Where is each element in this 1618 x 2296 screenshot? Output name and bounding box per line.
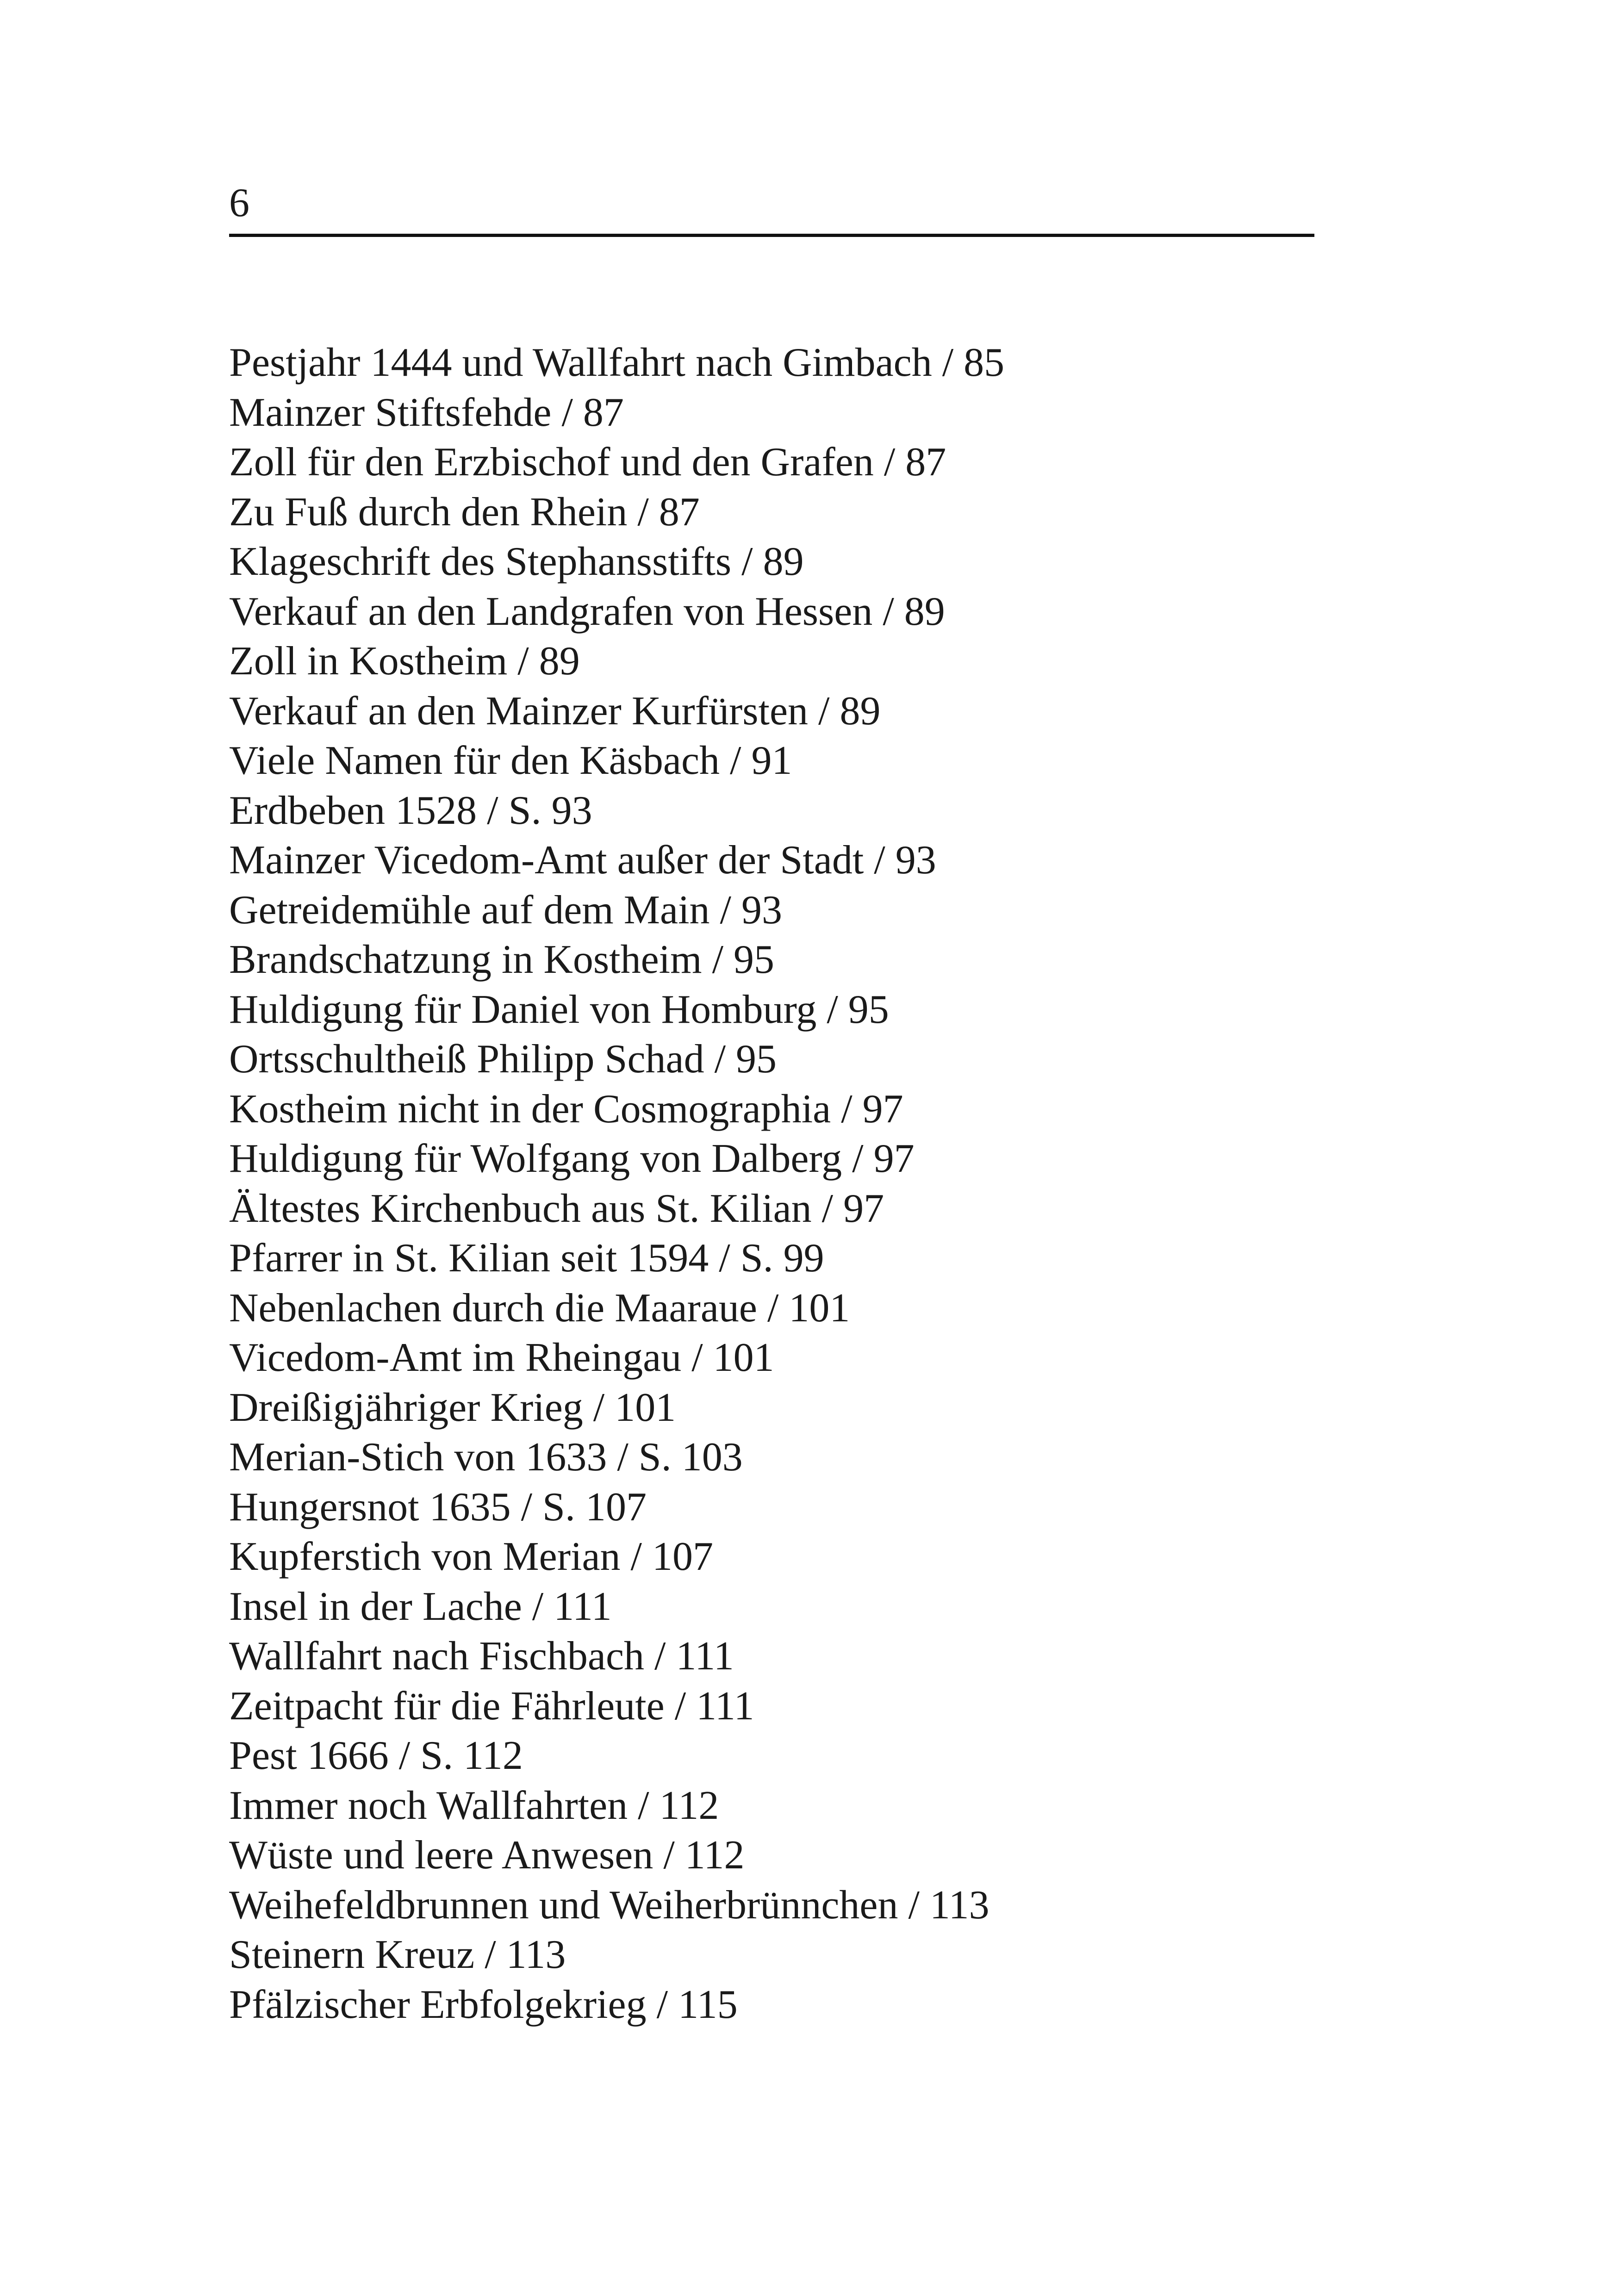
toc-entry: Nebenlachen durch die Maaraue / 101 [229,1285,850,1331]
toc-entry: Getreidemühle auf dem Main / 93 [229,887,782,933]
toc-entry: Dreißigjähriger Krieg / 101 [229,1385,676,1430]
toc-entry: Zu Fuß durch den Rhein / 87 [229,489,700,535]
toc-entry: Pfälzischer Erbfolgekrieg / 115 [229,1982,738,2027]
toc-entry: Verkauf an den Landgrafen von Hessen / 89 [229,589,945,634]
toc-entry: Mainzer Vicedom-Amt außer der Stadt / 93 [229,838,936,883]
toc-entry: Immer noch Wallfahrten / 112 [229,1783,719,1828]
header-rule [229,234,1314,237]
toc-entry: Erdbeben 1528 / S. 93 [229,788,592,833]
toc-entry: Ältestes Kirchenbuch aus St. Kilian / 97 [229,1186,884,1231]
page-number: 6 [229,180,249,225]
table-of-contents [229,338,1004,2029]
toc-entry: Weihefeldbrunnen und Weiherbrünnchen / 113 [229,1882,989,1928]
toc-entry: Viele Namen für den Käsbach / 91 [229,738,792,783]
toc-entry: Pestjahr 1444 und Wallfahrt nach Gimbach / 85 [229,340,1005,385]
toc-entry: Kostheim nicht in der Cosmographia / 97 [229,1086,903,1132]
toc-entry: Zeitpacht für die Fährleute / 111 [229,1683,754,1729]
toc-entry: Merian-Stich von 1633 / S. 103 [229,1435,743,1480]
toc-entry: Zoll für den Erzbischof und den Grafen / 87 [229,440,946,485]
toc-entry: Insel in der Lache / 111 [229,1584,612,1629]
toc-entry: Verkauf an den Mainzer Kurfürsten / 89 [229,688,881,734]
toc-entry: Huldigung für Daniel von Homburg / 95 [229,987,889,1032]
toc-entry: Klageschrift des Stephansstifts / 89 [229,539,804,584]
toc-entry: Wallfahrt nach Fischbach / 111 [229,1634,734,1679]
toc-entry: Brandschatzung in Kostheim / 95 [229,937,775,982]
toc-entry: Wüste und leere Anwesen / 112 [229,1833,745,1878]
toc-entry: Ortsschultheiß Philipp Schad / 95 [229,1037,777,1082]
toc-entry: Huldigung für Wolfgang von Dalberg / 97 [229,1136,915,1181]
toc-entry: Kupferstich von Merian / 107 [229,1534,713,1579]
toc-entry: Pest 1666 / S. 112 [229,1733,523,1778]
toc-entry: Steinern Kreuz / 113 [229,1932,566,1977]
toc-entry: Hungersnot 1635 / S. 107 [229,1484,647,1530]
toc-entry: Zoll in Kostheim / 89 [229,639,580,684]
toc-entry: Mainzer Stiftsfehde / 87 [229,390,624,435]
toc-entry: Pfarrer in St. Kilian seit 1594 / S. 99 [229,1236,824,1281]
toc-entry: Vicedom-Amt im Rheingau / 101 [229,1335,774,1380]
